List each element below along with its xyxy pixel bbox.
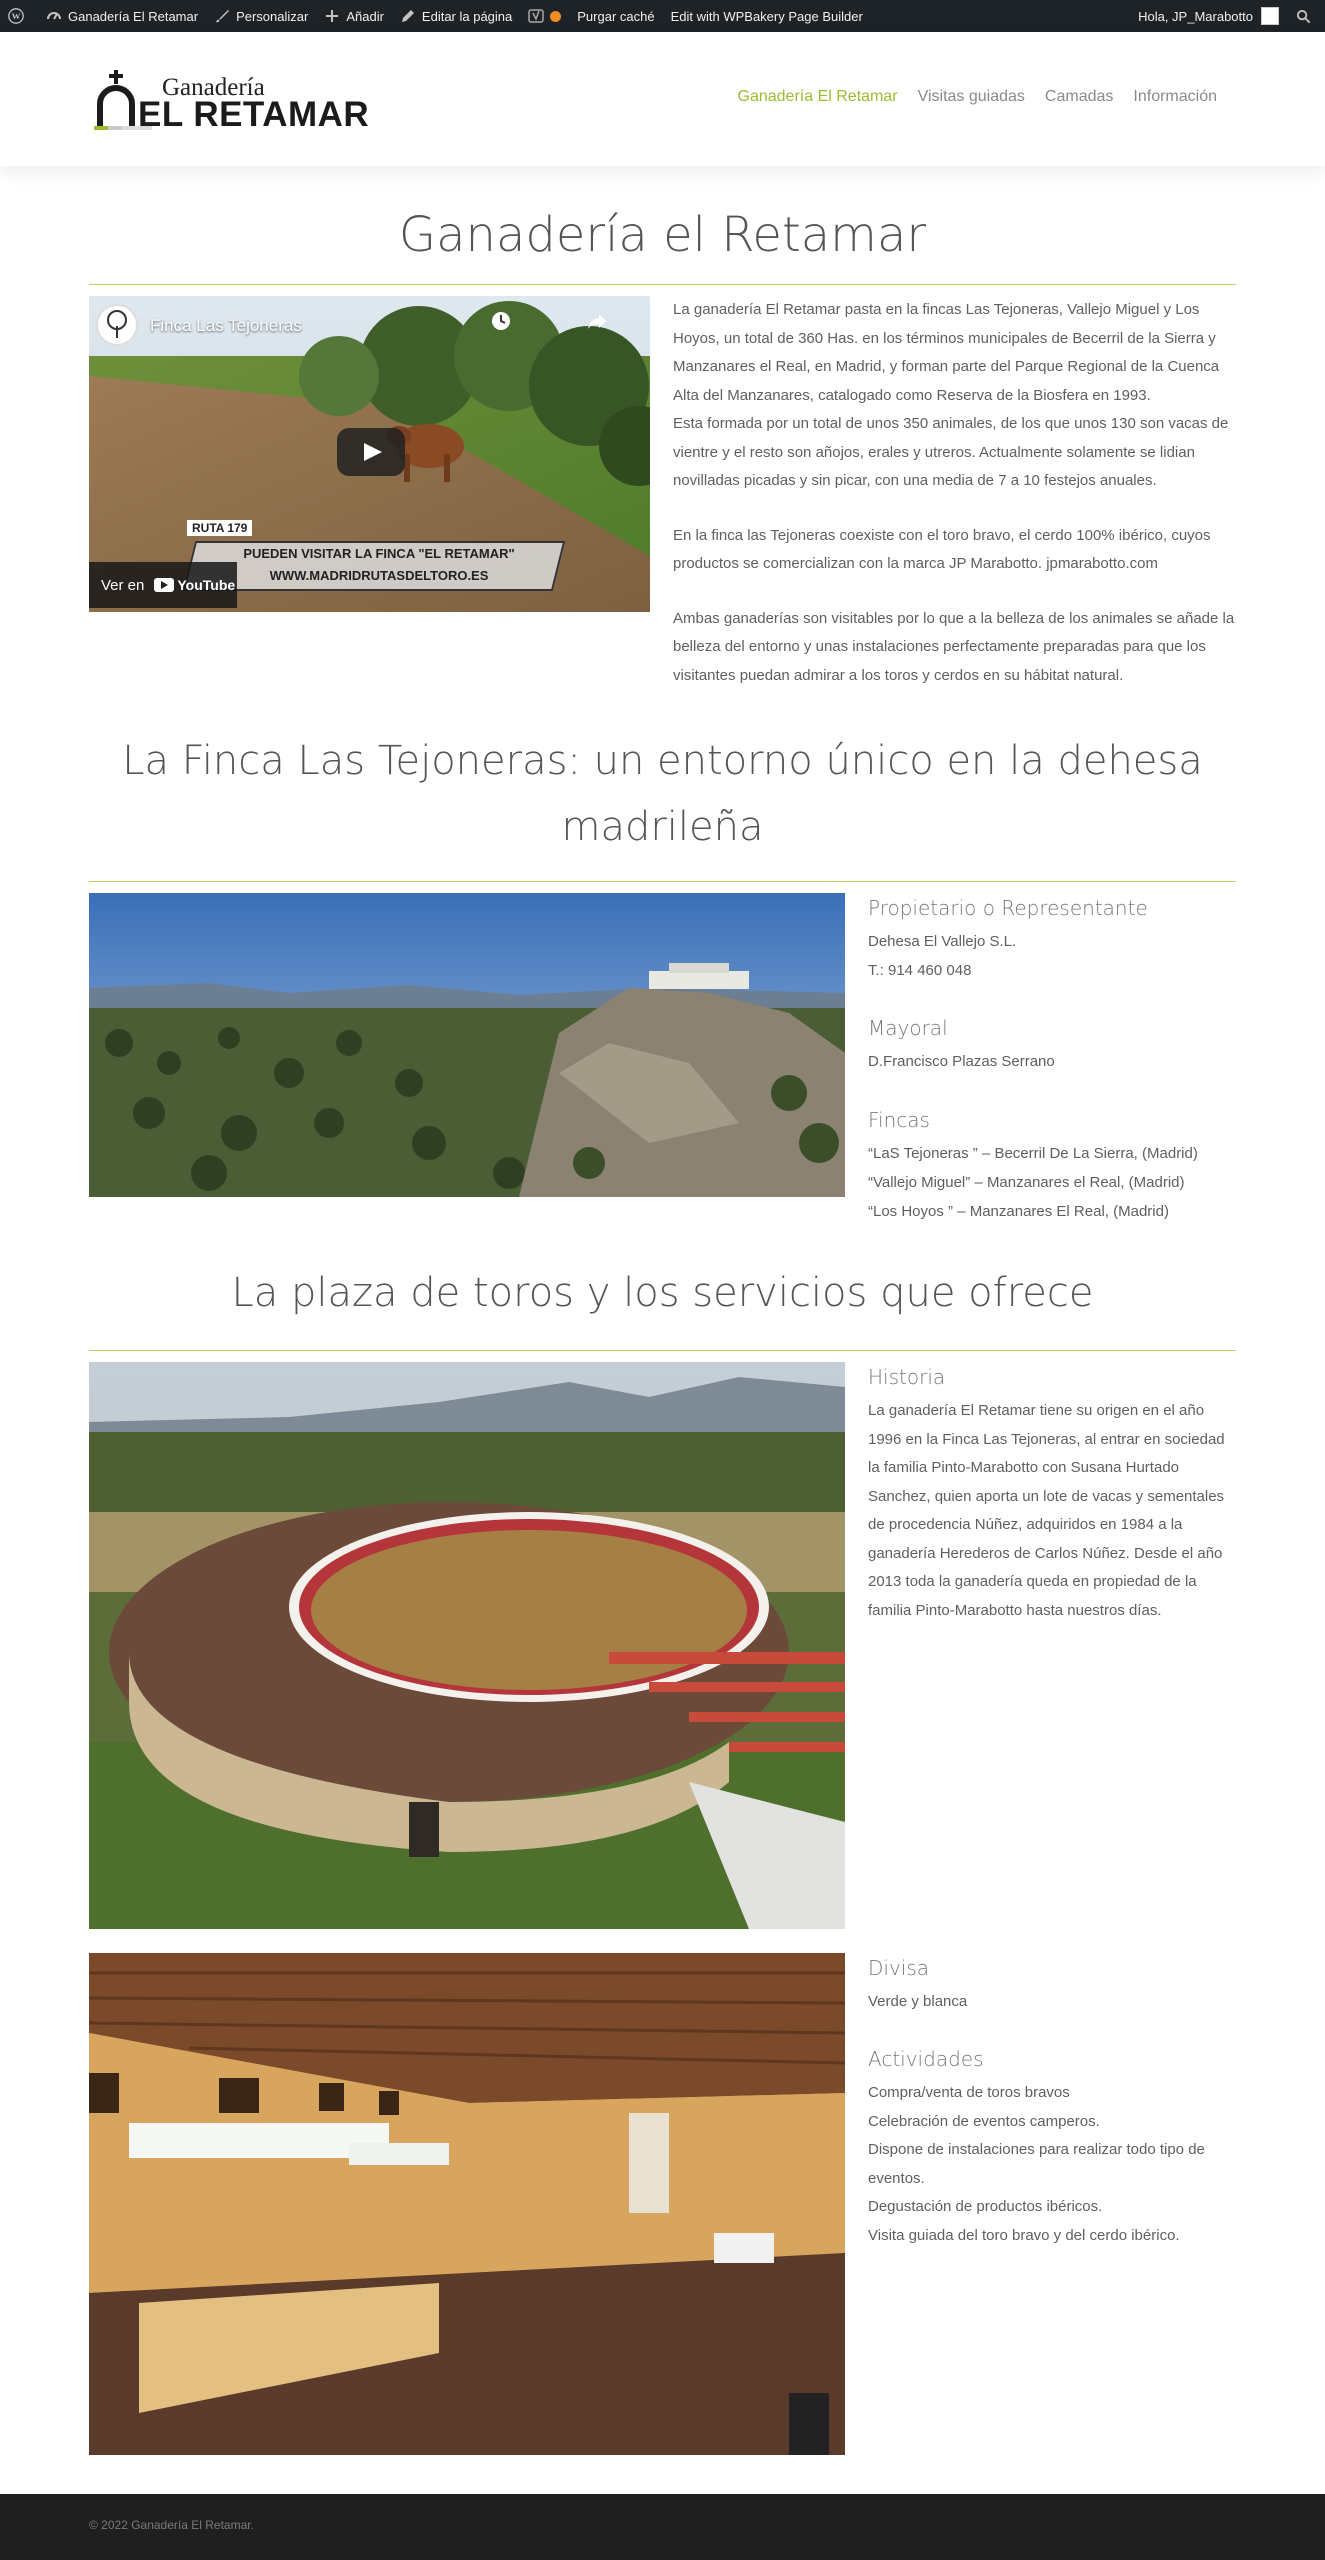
intro-paragraph-1: La ganadería El Retamar pasta en la fincas Las Tejoneras, Vallejo Miguel y Los Hoyos, un total de 360 Has. en los términos municipales de Becerril de la Sierra y Manzanares el Real, en Madrid, y forman parte del Parque Regional de la Cuenca Alta del Manzanares, catalogado como Reserva de la Biosfera en 1993. <box>673 301 1220 404</box>
mayoral-heading: Mayoral <box>868 1016 948 1040</box>
edit-page-label: Editar la página <box>421 8 513 24</box>
logo-subtitle: Ganadería <box>162 74 265 101</box>
dashboard-icon <box>46 8 62 24</box>
seo-menu-button[interactable] <box>520 0 569 32</box>
wpbakery-link[interactable] <box>663 0 871 32</box>
plaza-section-title: La plaza de toros y los servicios que ofrece <box>231 1270 1094 1316</box>
owner-name: Dehesa El Vallejo S.L. <box>868 933 1017 950</box>
mayoral-name: D.Francisco Plazas Serrano <box>868 1053 1055 1070</box>
actividad-item-3-cont: eventos. <box>868 2170 925 2187</box>
youtube-wordmark: YouTube <box>177 577 236 593</box>
finca-item-2: “Vallejo Miguel” – Manzanares el Real, (Madrid) <box>868 1174 1185 1191</box>
finca-landscape-image <box>89 893 845 1197</box>
footer-copyright: © 2022 Ganadería El Retamar. <box>89 2518 254 2532</box>
admin-bar <box>0 0 1325 32</box>
edit-page-link[interactable] <box>392 0 520 32</box>
share-icon[interactable] <box>586 310 608 335</box>
main-navigation <box>728 88 1227 106</box>
intro-paragraph-3: En la finca las Tejoneras coexiste con el toro bravo, el cerdo 100% ibérico, cuyos productos se comercializan con la marca JP Marabotto. jpmarabotto.com <box>673 526 1211 572</box>
play-icon <box>337 428 405 476</box>
title-divider <box>89 284 1236 285</box>
seo-status-dot <box>550 11 561 22</box>
brush-icon <box>214 8 230 24</box>
greeting-label: Hola, JP_Marabotto <box>1138 8 1253 24</box>
avatar <box>1261 7 1279 25</box>
add-new-link[interactable] <box>316 0 392 32</box>
finca-title-line-1: La Finca Las Tejoneras: un entorno único en la dehesa <box>122 738 1203 784</box>
finca-item-1: “LaS Tejoneras ” – Becerril De La Sierra, (Madrid) <box>868 1145 1198 1162</box>
customize-link[interactable] <box>206 0 316 32</box>
youtube-play-icon <box>154 578 174 592</box>
svg-text:W: W <box>11 11 21 22</box>
finca-divider <box>89 881 1236 882</box>
bullring-aerial-photo <box>89 1362 845 1929</box>
owner-heading: Propietario o Representante <box>868 896 1148 920</box>
purge-cache-link[interactable] <box>569 0 662 32</box>
actividad-item-2: Celebración de eventos camperos. <box>868 2113 1100 2130</box>
actividad-item-1: Compra/venta de toros bravos <box>868 2084 1070 2101</box>
wordpress-icon <box>8 8 24 24</box>
video-title[interactable]: Finca Las Tejoneras <box>150 316 302 335</box>
site-logo[interactable] <box>94 68 394 138</box>
divisa-heading: Divisa <box>868 1956 930 1980</box>
youtube-video-player[interactable] <box>89 296 650 612</box>
sign-line-1: PUEDEN VISITAR LA FINCA "EL RETAMAR" <box>243 546 515 561</box>
nav-item-informacion[interactable]: Información <box>1133 88 1217 105</box>
actividad-item-4: Degustación de productos ibéricos. <box>868 2198 1103 2215</box>
actividad-item-5: Visita guiada del toro bravo y del cerdo ibérico. <box>868 2227 1180 2244</box>
dehesa-landscape-photo <box>89 893 845 1197</box>
admin-search-button[interactable] <box>1287 0 1325 32</box>
watch-on-youtube-button[interactable] <box>89 562 237 608</box>
finca-section-title <box>89 728 1236 860</box>
divisa-value: Verde y blanca <box>868 1993 968 2010</box>
plaza-divider <box>89 1350 1236 1351</box>
site-header <box>0 32 1325 166</box>
channel-avatar[interactable] <box>96 304 138 346</box>
intro-text <box>673 296 1236 690</box>
hall-interior-image <box>89 1953 845 2455</box>
my-account-link[interactable] <box>1130 0 1287 32</box>
intro-paragraph-4: Ambas ganaderías son visitables por lo que a la belleza de los animales se añade la belleza del entorno y unas instalaciones perfectamente preparadas para que los visitantes puedan admirar a los toros y cerdos en su hábitat natural. <box>673 609 1235 684</box>
pencil-icon <box>400 8 416 24</box>
yoast-icon <box>528 8 544 24</box>
wpbakery-label: Edit with WPBakery Page Builder <box>670 8 863 24</box>
sign-line-2: WWW.MADRIDRUTASDELTORO.ES <box>269 568 489 583</box>
nav-item-camadas[interactable]: Camadas <box>1044 88 1114 105</box>
search-icon <box>1295 8 1311 24</box>
bullring-image <box>89 1362 845 1929</box>
play-button[interactable] <box>337 428 405 476</box>
actividades-heading: Actividades <box>868 2047 984 2071</box>
finca-title-line-2: madrileña <box>561 804 764 850</box>
logo-title: EL RETAMAR <box>138 95 370 134</box>
site-name-label: Ganadería El Retamar <box>68 8 199 24</box>
plus-icon <box>324 8 340 24</box>
wordpress-logo-button[interactable] <box>0 0 38 32</box>
add-new-label: Añadir <box>346 8 384 24</box>
site-name-link[interactable] <box>38 0 206 32</box>
page-title: Ganadería el Retamar <box>398 207 927 263</box>
site-footer <box>0 2494 1325 2560</box>
nav-item-visitas[interactable]: Visitas guiadas <box>917 88 1025 105</box>
customize-label: Personalizar <box>236 8 309 24</box>
event-hall-photo <box>89 1953 845 2455</box>
tree-icon <box>98 306 136 344</box>
sign-text <box>239 543 519 587</box>
fincas-heading: Fincas <box>868 1108 930 1132</box>
nav-item-ganaderia[interactable]: Ganadería El Retamar <box>737 88 898 105</box>
finca-item-3: “Los Hoyos ” – Manzanares El Real, (Madrid) <box>868 1203 1169 1220</box>
historia-heading: Historia <box>868 1365 946 1389</box>
watch-on-label: Ver en <box>101 576 145 594</box>
clock-icon[interactable] <box>490 310 512 335</box>
intro-paragraph-2: Esta formada por un total de unos 350 animales, de los que unos 130 son vacas de vientre y el resto son añojos, erales y utreros. Actualmente solamente se lidian novilladas picadas y sin picar, con una media de 7 a 10 festejos anuales. <box>673 415 1229 489</box>
youtube-logo <box>154 577 235 593</box>
historia-text: La ganadería El Retamar tiene su origen en el año 1996 en la Finca Las Tejoneras, al entrar en sociedad la familia Pinto-Marabotto con Susana Hurtado Sanchez, quien aporta un lote de vacas y sementales de procedencia Núñez, adquiridos en 1984 a la ganadería Herederos de Carlos Núñez. Desde el año 2013 toda la ganadería queda en propiedad de la familia Pinto-Marabotto hasta nuestros días. <box>868 1402 1225 1619</box>
owner-phone[interactable]: T.: 914 460 048 <box>868 962 972 979</box>
purge-cache-label: Purgar caché <box>577 8 655 24</box>
actividad-item-3: Dispone de instalaciones para realizar todo tipo de <box>868 2141 1205 2158</box>
ruta-badge: RUTA 179 <box>187 520 252 536</box>
